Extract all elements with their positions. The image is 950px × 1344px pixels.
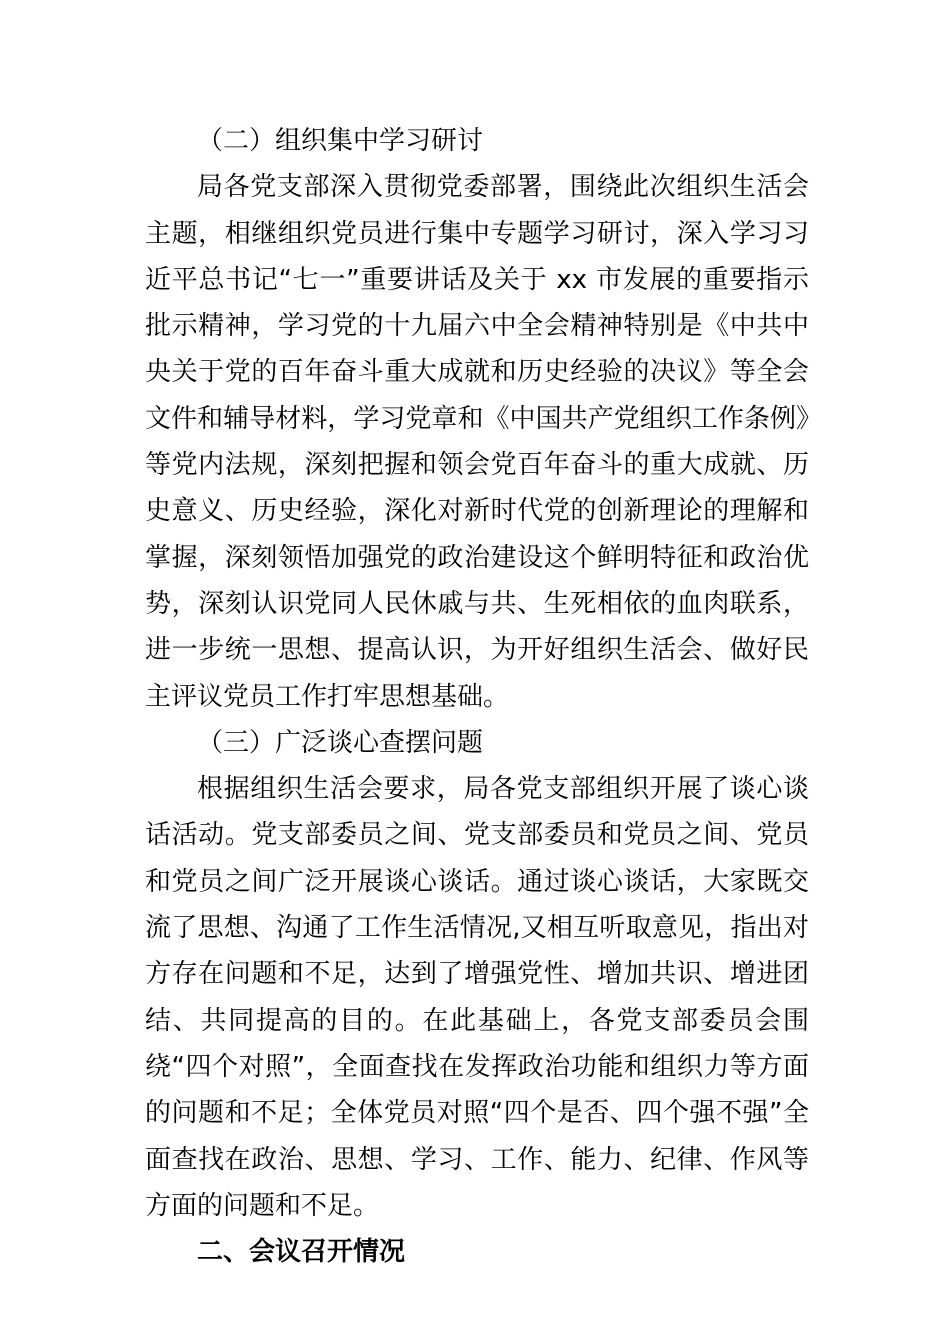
subheading-organize-study: （二）组织集中学习研讨 bbox=[197, 126, 484, 156]
paragraph-talk-details: 根据组织生活会要求，局各党支部组织开展了谈心谈话活动。党支部委员之间、党支部委员和党员之间、党员和党员之间广泛开展谈心谈话。通过谈心谈话，大家既交流了思想、沟通了工作生活情况,又相互听取意见，指出对方存在问题和不足，达到了增强党性、增加共识、增进团结、共同提高的目的。在此基础上，各党支部委员会围绕“四个对照”，全面查找在发挥政治功能和组织力等方面的问题和不足；全体党员对照“四个是否、四个强不强”全面查找在政治、思想、学习、工作、能力、纪律、作风等方面的问题和不足。 bbox=[145, 774, 809, 1221]
section-heading-meeting: 二、会议召开情况 bbox=[197, 1237, 406, 1268]
document-body bbox=[145, 118, 809, 1275]
subheading-heart-talk: （三）广泛谈心查摆问题 bbox=[197, 727, 484, 758]
paragraph-study-details: 局各党支部深入贯彻党委部署，围绕此次组织生活会主题，相继组织党员进行集中专题学习研讨，深入学习习近平总书记“七一”重要讲话及关于 xx 市发展的重要指示批示精神，学习党的十九届六中全会精神特别是《中共中央关于党的百年奋斗重大成就和历史经验的决议》等全会文件和辅导材料，学习党章和《中国共产党组织工作条例》等党内法规，深刻把握和领会党百年奋斗的重大成就、历史意义、历史经验，深化对新时代党的创新理论的理解和掌握，深刻领悟加强党的政治建设这个鲜明特征和政治优势，深刻认识党同人民休戚与共、生死相依的血肉联系，进一步统一思想、提高认识，为开好组织生活会、做好民主评议党员工作打牢思想基础。 bbox=[145, 172, 809, 712]
